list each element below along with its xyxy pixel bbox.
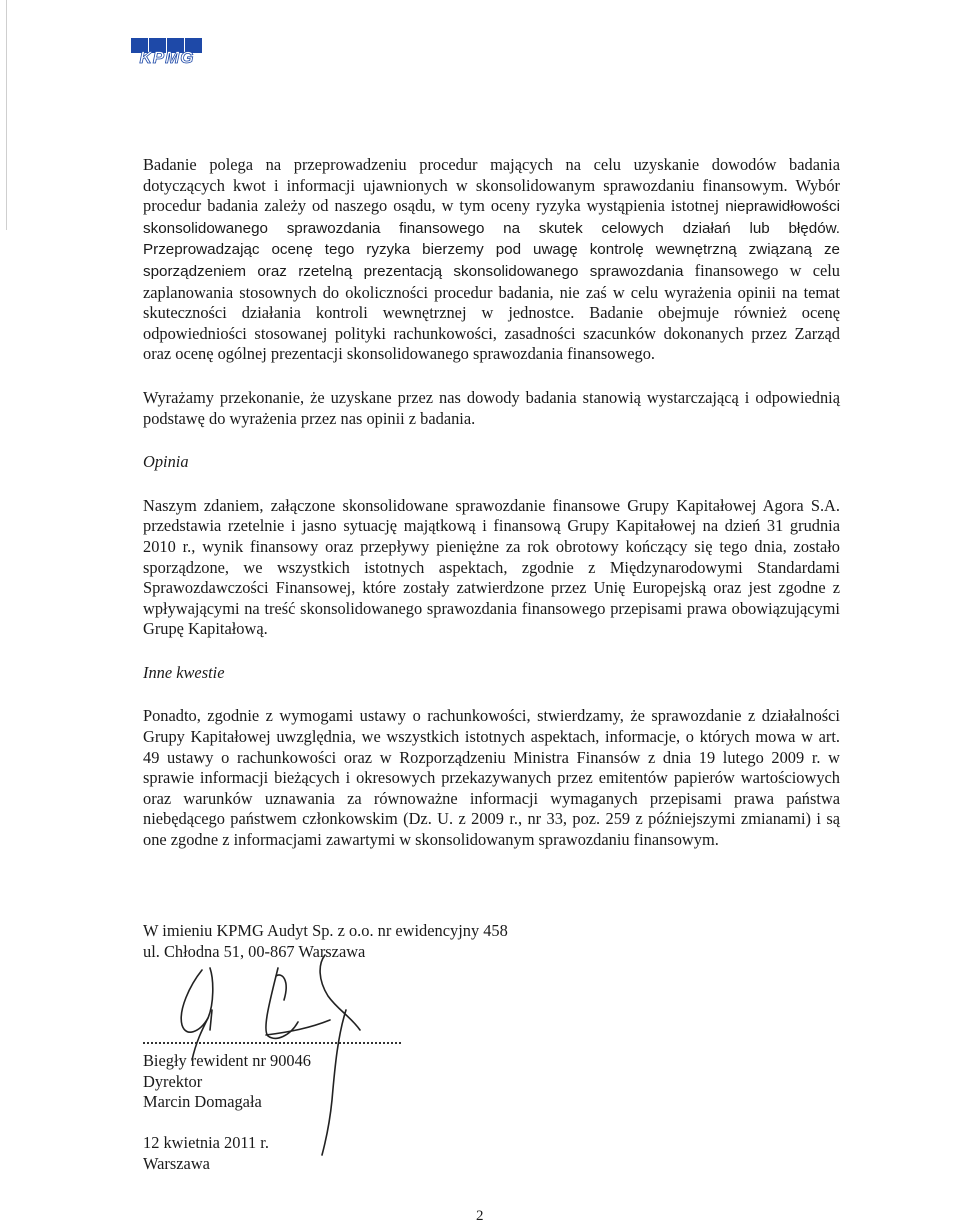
signing-city: Warszawa — [143, 1153, 210, 1173]
auditor-name: Marcin Domagała — [143, 1092, 262, 1112]
paragraph-text: finansowego w celu zaplanowania stosownych do okoliczności procedur badania, nie zaś w celu wyrażenia opinii na temat skuteczności działania kontroli wewnętrznej w jednostce. Badanie obejmuje również ocenę odpowiedniości stosowanej polityki rachunkowości, zasadności szacunków dokonanych przez Zarząd oraz ocenę ogólnej prezentacji skonsolidowanego sprawozdania finansowego. — [143, 260, 840, 364]
firm-name-line: W imieniu KPMG Audyt Sp. z o.o. nr ewidencyjny 458 — [143, 921, 508, 940]
auditor-title: Dyrektor — [143, 1071, 203, 1091]
paragraph-text: Badanie polega na przeprowadzeniu procedur mających na celu uzyskanie dowodów badania dotyczących kwot i informacji ujawnionych w skonsolidowanym sprawozdaniu finansowym. Wybór procedur badania zależy od naszego osądu, w tym oceny ryzyka wystąpienia istotnej — [143, 155, 840, 216]
paragraph-evidence: Wyrażamy przekonanie, że uzyskane przez nas dowody badania stanowią wystarczającą i odpowiednią podstawę do wyrażenia przez nas opinii z badania. — [143, 387, 840, 428]
auditor-role: Biegły rewident nr 90046 — [143, 1051, 311, 1070]
page-number: 2 — [476, 1208, 484, 1224]
paragraph-opinion: Naszym zdaniem, załączone skonsolidowane sprawozdanie finansowe Grupy Kapitałowej Agora S.A. przedstawia rzetelnie i jasno sytuację majątkową i finansową Grupy Kapitałowej na dzień 31 grudnia 2010 r., wynik finansowy oraz przepływy pieniężne za rok obrotowy kończący się tego dnia, zostało sporządzone, we wszystkich istotnych aspektach, zgodnie z Międzynarodowymi Standardami Sprawozdawczości Finansowej, które zostały zatwierdzone przez Unię Europejską oraz jest zgodne z wpływającymi na treść skonsolidowanego sprawozdania finansowego przepisami prawa obowiązującymi Grupę Kapitałową. — [143, 495, 840, 639]
paragraph-other-matters: Ponadto, zgodnie z wymogami ustawy o rachunkowości, stwierdzamy, że sprawozdanie z działalności Grupy Kapitałowej uwzględnia, we wszystkich istotnych aspektach, informacje, o których mowa w art. 49 ustawy o rachunkowości oraz w Rozporządzeniu Ministra Finansów z dnia 19 lutego 2009 r. w sprawie informacji bieżących i okresowych przekazywanych przez emitentów papierów wartościowych oraz warunków uznawania za równoważne informacji wymaganych przepisami prawa państwa niebędącego państwem członkowskim (Dz. U. z 2009 r., nr 33, poz. 259 z późniejszymi zmianami) i są one zgodne z informacjami zawartymi w skonsolidowanym sprawozdaniu finansowym. — [143, 706, 840, 850]
handwritten-signature — [150, 940, 430, 1170]
heading-opinia: Opinia — [143, 452, 189, 472]
firm-address-line: ul. Chłodna 51, 00-867 Warszawa — [143, 941, 366, 961]
report-body — [143, 155, 840, 874]
signing-date: 12 kwietnia 2011 r. — [143, 1133, 269, 1152]
svg-text:KPMG: KPMG — [139, 48, 195, 66]
paragraph-text-sans: nieprawidłowości skonsolidowanego sprawozdania finansowego na skutek celowych działań lub błędów. Przeprowadzając ocenę tego ryzyka bierzemy pod uwagę kontrolę wewnętrzną związaną ze sporządzeniem oraz rzetelną prezentacją skonsolidowanego sprawozdania — [143, 198, 840, 280]
heading-inne-kwestie: Inne kwestie — [143, 662, 225, 682]
scan-margin-line — [6, 0, 7, 230]
paragraph-audit-procedures — [143, 155, 840, 365]
kpmg-logo — [131, 38, 203, 66]
